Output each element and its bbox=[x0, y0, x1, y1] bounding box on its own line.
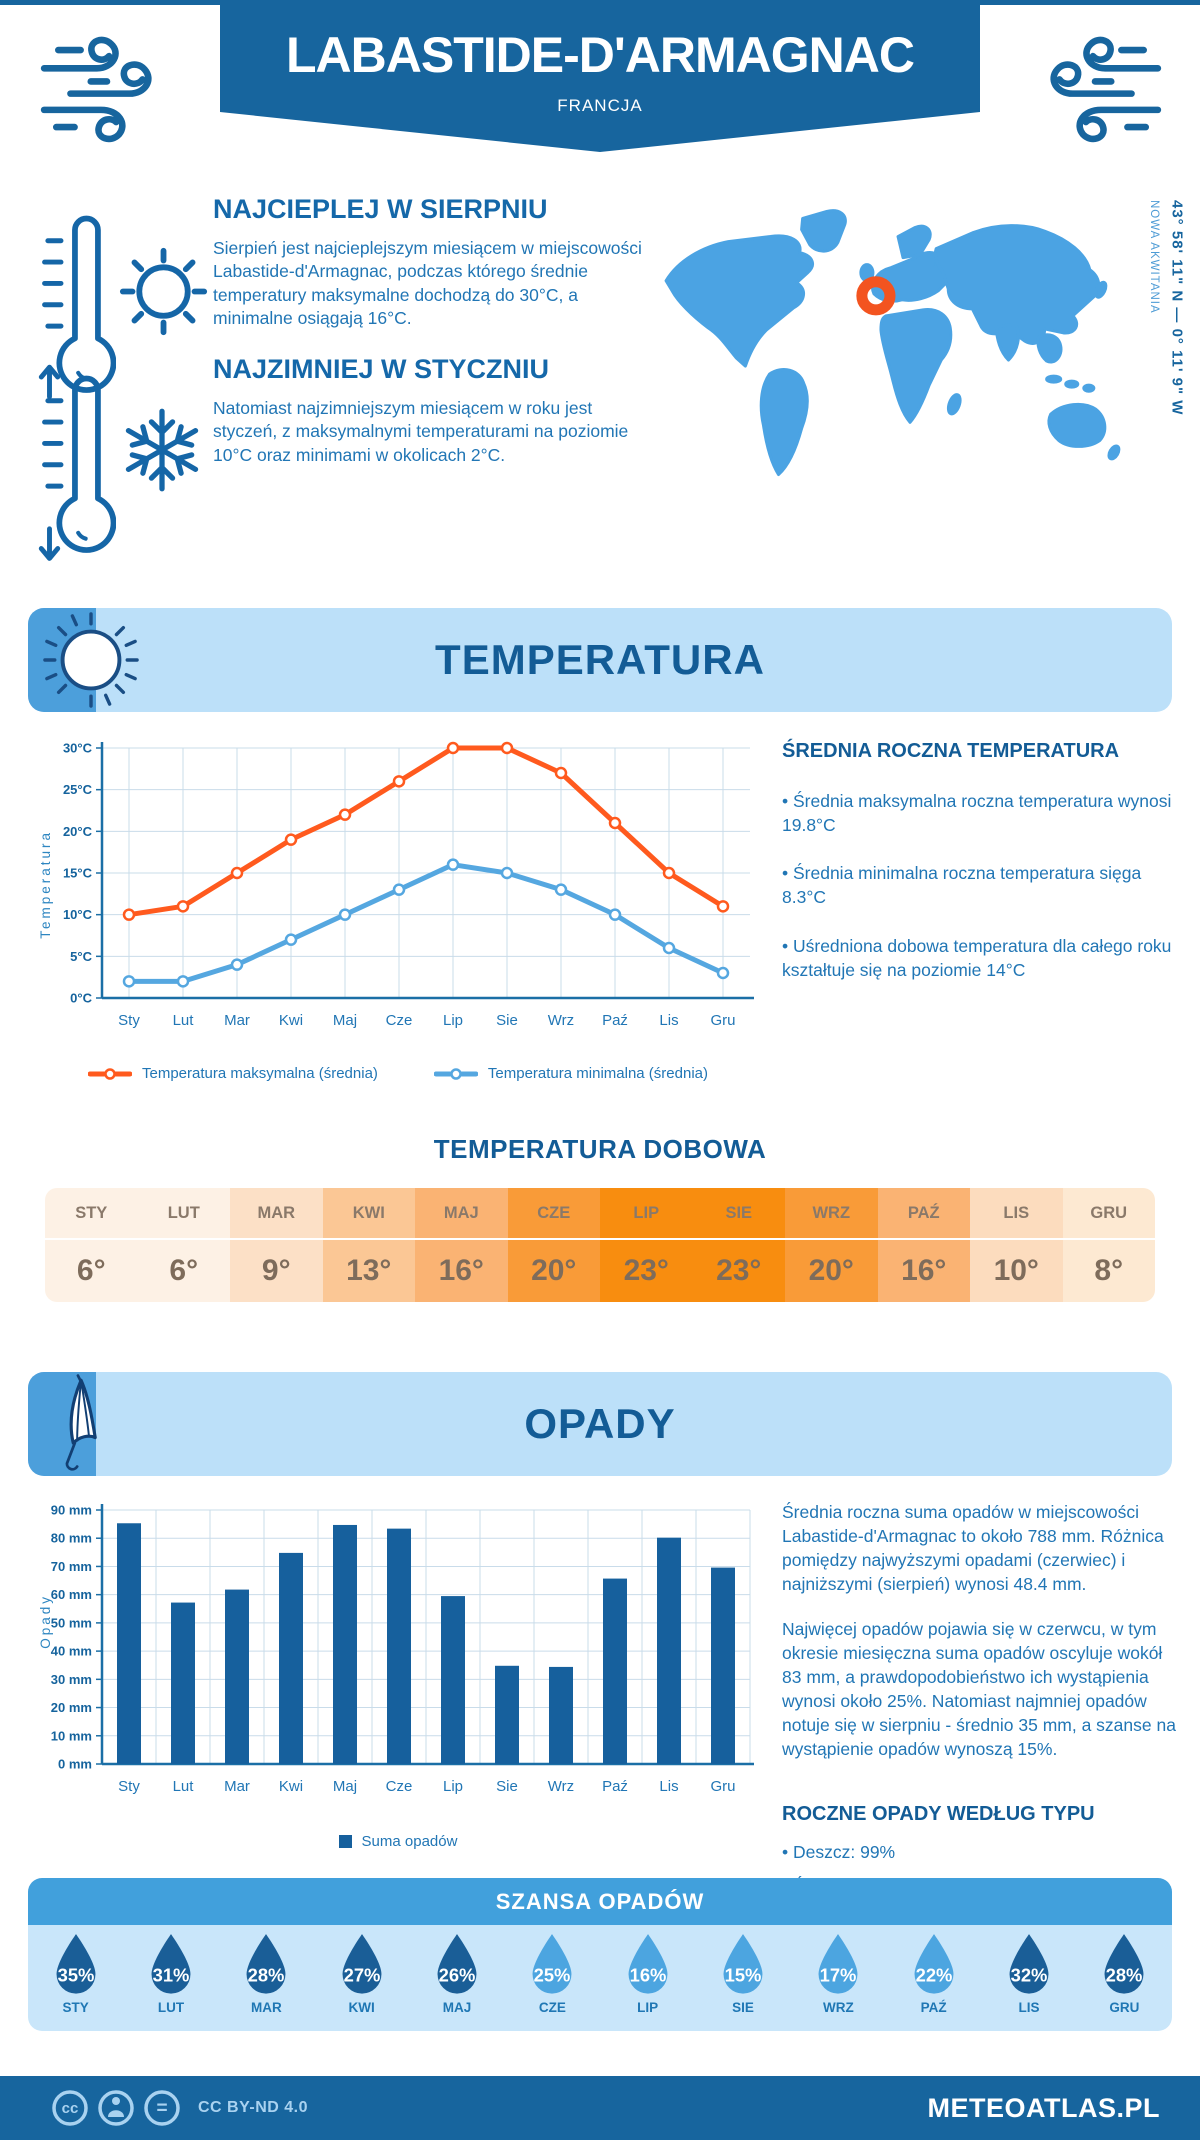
temperature-value: 20° bbox=[508, 1238, 601, 1302]
annual-bullet: • Średnia maksymalna roczna temperatura wynosi 19.8°C bbox=[782, 791, 1172, 836]
svg-text:26%: 26% bbox=[438, 1964, 476, 1986]
precip-chance-GRU bbox=[1077, 1932, 1172, 2031]
svg-text:Mar: Mar bbox=[224, 1012, 250, 1029]
svg-text:35%: 35% bbox=[57, 1964, 95, 1986]
precip-chance-STY bbox=[28, 1932, 123, 2031]
svg-text:90 mm: 90 mm bbox=[50, 1502, 92, 1518]
y-axis-label: Temperatura bbox=[38, 830, 53, 939]
svg-text:cc: cc bbox=[61, 2100, 79, 2117]
temperature-value: 20° bbox=[785, 1238, 878, 1302]
svg-text:Paź: Paź bbox=[602, 1778, 628, 1795]
section-title-precipitation: OPADY bbox=[524, 1400, 676, 1447]
svg-text:25%: 25% bbox=[533, 1964, 571, 1986]
month-column-LIP bbox=[600, 1188, 693, 1302]
site-name: METEOATLAS.PL bbox=[927, 2092, 1160, 2123]
month-column-MAJ bbox=[415, 1188, 508, 1302]
y-axis-label: Opady bbox=[38, 1594, 53, 1649]
svg-text:Lut: Lut bbox=[172, 1778, 194, 1795]
highlight-warmest-icons bbox=[38, 194, 213, 330]
droplet-icon bbox=[908, 1932, 960, 1999]
temperature-value: 13° bbox=[323, 1238, 416, 1302]
droplet-month-label: LIS bbox=[1018, 2000, 1040, 2015]
month-label: WRZ bbox=[785, 1188, 878, 1238]
svg-text:50 mm: 50 mm bbox=[50, 1615, 92, 1631]
month-label: LIS bbox=[970, 1188, 1063, 1238]
droplet-icon bbox=[1098, 1932, 1150, 1999]
month-column-SIE bbox=[693, 1188, 786, 1302]
bar-chart-svg bbox=[36, 1498, 760, 1808]
svg-text:5°C: 5°C bbox=[70, 948, 92, 964]
month-column-MAR bbox=[230, 1188, 323, 1302]
svg-text:Paź: Paź bbox=[602, 1012, 628, 1029]
droplet-icon bbox=[145, 1932, 197, 1999]
highlight-title: NAJZIMNIEJ W STYCZNIU bbox=[213, 354, 550, 385]
droplet-month-label: PAŹ bbox=[920, 2000, 947, 2015]
precip-types-title: ROCZNE OPADY WEDŁUG TYPU bbox=[782, 1803, 1095, 1826]
svg-text:30 mm: 30 mm bbox=[50, 1671, 92, 1687]
precipitation-chart-block bbox=[36, 1498, 760, 1850]
daily-temperature-title: TEMPERATURA DOBOWA bbox=[433, 1134, 767, 1164]
svg-text:Maj: Maj bbox=[332, 1012, 358, 1029]
annual-bullet: • Uśredniona dobowa temperatura dla całego roku kształtuje się na poziomie 14°C bbox=[782, 935, 1172, 980]
svg-text:32%: 32% bbox=[1010, 1964, 1048, 1986]
section-title-temperature: TEMPERATURA bbox=[435, 636, 765, 683]
month-column-STY bbox=[45, 1188, 138, 1302]
svg-text:27%: 27% bbox=[343, 1964, 381, 1986]
droplet-month-label: MAR bbox=[250, 2000, 282, 2015]
cc-license-label: CC BY-ND 4.0 bbox=[198, 2099, 309, 2116]
svg-text:70 mm: 70 mm bbox=[50, 1558, 92, 1574]
legend-line-marker bbox=[88, 1068, 132, 1080]
temperature-value: 16° bbox=[415, 1238, 508, 1302]
legend-item bbox=[339, 1833, 458, 1850]
thermometer-down-icon bbox=[38, 358, 116, 574]
svg-text:60 mm: 60 mm bbox=[50, 1587, 92, 1603]
svg-text:Wrz: Wrz bbox=[547, 1012, 575, 1029]
precip-type-bullet: • Deszcz: 99% bbox=[782, 1842, 896, 1863]
annual-bullet: • Średnia minimalna roczna temperatura sięga 8.3°C bbox=[782, 863, 1142, 908]
droplet-month-label: STY bbox=[62, 2000, 89, 2015]
droplet-icon bbox=[50, 1932, 102, 1999]
svg-text:31%: 31% bbox=[152, 1964, 190, 1986]
precip-chance-MAR bbox=[219, 1932, 314, 2031]
month-label: SIE bbox=[693, 1188, 786, 1238]
highlights bbox=[38, 194, 656, 491]
highlight-warmest-body bbox=[213, 194, 656, 330]
precip-chance-LUT bbox=[123, 1932, 218, 2031]
world-map bbox=[650, 196, 1132, 498]
highlight-warmest bbox=[38, 194, 656, 330]
svg-text:Lis: Lis bbox=[659, 1012, 679, 1029]
svg-text:10°C: 10°C bbox=[62, 907, 92, 923]
temperature-chart-legend bbox=[36, 1065, 760, 1082]
svg-text:28%: 28% bbox=[247, 1964, 285, 1986]
precip-chance-PAŹ bbox=[886, 1932, 981, 2031]
svg-text:25°C: 25°C bbox=[62, 782, 92, 798]
annual-title: ŚREDNIA ROCZNA TEMPERATURA bbox=[782, 740, 1120, 762]
svg-text:Cze: Cze bbox=[385, 1778, 413, 1795]
droplet-month-label: LUT bbox=[157, 2000, 185, 2015]
droplet-month-label: WRZ bbox=[822, 2000, 854, 2015]
droplet-icon bbox=[622, 1932, 674, 1999]
svg-text:17%: 17% bbox=[819, 1964, 857, 1986]
droplet-icon bbox=[336, 1932, 388, 1999]
section-banner-temperature bbox=[28, 608, 1172, 712]
svg-text:Gru: Gru bbox=[710, 1012, 736, 1029]
precip-chance-SIE bbox=[695, 1932, 790, 2031]
month-label: LUT bbox=[138, 1188, 231, 1238]
section-banner-precipitation bbox=[28, 1372, 1172, 1476]
legend-line-marker bbox=[434, 1068, 478, 1080]
line-chart-svg bbox=[36, 734, 760, 1040]
droplet-month-label: KWI bbox=[348, 2000, 375, 2015]
temperature-value: 6° bbox=[45, 1238, 138, 1302]
svg-text:Sie: Sie bbox=[496, 1778, 518, 1795]
highlight-text: Natomiast najzimniejszym miesiącem w roku jest styczeń, z maksymalnymi temperaturami na poziomie 10°C oraz minimami w okolicach 2°C. bbox=[213, 398, 629, 465]
svg-text:15°C: 15°C bbox=[62, 865, 92, 881]
svg-text:Lut: Lut bbox=[172, 1012, 194, 1029]
map-africa bbox=[881, 310, 951, 423]
svg-text:20 mm: 20 mm bbox=[50, 1700, 92, 1716]
droplet-icon bbox=[812, 1932, 864, 1999]
attribution-icon bbox=[100, 2092, 132, 2124]
droplet-icon bbox=[240, 1932, 292, 1999]
droplet-month-label: GRU bbox=[1109, 2000, 1140, 2015]
temperature-value: 6° bbox=[138, 1238, 231, 1302]
precipitation-bar-chart bbox=[36, 1498, 760, 1813]
svg-text:22%: 22% bbox=[915, 1964, 953, 1986]
precip-chance-droplets bbox=[28, 1925, 1172, 2031]
precipitation-chart-legend bbox=[36, 1833, 760, 1850]
precip-chance-MAJ bbox=[409, 1932, 504, 2031]
temperature-value: 8° bbox=[1063, 1238, 1156, 1302]
coordinates-text: 43° 58' 11" N — 0° 11' 9" W bbox=[1168, 200, 1186, 416]
map-greenland bbox=[802, 211, 846, 251]
svg-text:30°C: 30°C bbox=[62, 740, 92, 756]
svg-text:0 mm: 0 mm bbox=[58, 1756, 92, 1772]
month-label: PAŹ bbox=[878, 1188, 971, 1238]
location-coordinates bbox=[1142, 200, 1189, 510]
month-label: MAJ bbox=[415, 1188, 508, 1238]
svg-text:0°C: 0°C bbox=[70, 990, 92, 1006]
month-column-WRZ bbox=[785, 1188, 878, 1302]
snowflake-icon bbox=[118, 406, 206, 494]
map-north-america bbox=[666, 236, 812, 366]
month-label: MAR bbox=[230, 1188, 323, 1238]
month-column-CZE bbox=[508, 1188, 601, 1302]
droplet-month-label: CZE bbox=[538, 2000, 566, 2015]
svg-text:20°C: 20°C bbox=[62, 823, 92, 839]
svg-text:Lip: Lip bbox=[442, 1778, 464, 1795]
svg-text:Kwi: Kwi bbox=[278, 1778, 304, 1795]
svg-text:16%: 16% bbox=[629, 1964, 667, 1986]
footer bbox=[0, 2076, 1200, 2140]
droplet-icon bbox=[431, 1932, 483, 1999]
month-label: CZE bbox=[508, 1188, 601, 1238]
temperature-value: 16° bbox=[878, 1238, 971, 1302]
annual-temperature-summary bbox=[782, 740, 1174, 1006]
legend-square-marker bbox=[339, 1835, 352, 1848]
svg-text:Cze: Cze bbox=[385, 1012, 413, 1029]
month-label: KWI bbox=[323, 1188, 416, 1238]
droplet-icon bbox=[526, 1932, 578, 1999]
month-label: LIP bbox=[600, 1188, 693, 1238]
svg-text:Sty: Sty bbox=[118, 1012, 140, 1029]
precip-chance-KWI bbox=[314, 1932, 409, 2031]
svg-text:Lis: Lis bbox=[659, 1778, 679, 1795]
precipitation-paragraph: Średnia roczna suma opadów w miejscowości Labastide-d'Armagnac to około 788 mm. Różnica pomiędzy najwyższymi opadami (czerwiec) i najniższymi (sierpień) wynosi 48.4 mm. bbox=[782, 1502, 1164, 1595]
highlight-text: Sierpień jest najcieplejszym miesiącem w miejscowości Labastide-d'Armagnac, podczas którego średnie temperatury maksymalne dochodzą do 30°C, a minimalne osiągają 16°C. bbox=[213, 238, 642, 328]
header-banner bbox=[220, 0, 980, 115]
legend-item bbox=[88, 1065, 378, 1082]
svg-text:40 mm: 40 mm bbox=[50, 1643, 92, 1659]
svg-text:Lip: Lip bbox=[442, 1012, 464, 1029]
daily-temperature-table bbox=[45, 1188, 1155, 1302]
map-australia bbox=[1049, 404, 1105, 446]
page-subtitle: FRANCJA bbox=[557, 96, 643, 115]
month-column-LUT bbox=[138, 1188, 231, 1302]
wind-icon-right bbox=[1024, 20, 1166, 148]
droplet-month-label: LIP bbox=[637, 2000, 659, 2015]
map-south-america bbox=[761, 370, 807, 475]
month-label: GRU bbox=[1063, 1188, 1156, 1238]
page-title: LABASTIDE-D'ARMAGNAC bbox=[286, 27, 914, 83]
precip-chance-CZE bbox=[505, 1932, 600, 2031]
temperature-value: 9° bbox=[230, 1238, 323, 1302]
legend-label: Temperatura minimalna (średnia) bbox=[487, 1065, 708, 1082]
precip-chance-WRZ bbox=[791, 1932, 886, 2031]
sun-icon bbox=[118, 246, 210, 338]
temperature-chart-block bbox=[36, 734, 760, 1082]
svg-text:28%: 28% bbox=[1105, 1964, 1143, 1986]
month-label: STY bbox=[45, 1188, 138, 1238]
wind-icon-left bbox=[36, 20, 178, 148]
month-column-GRU bbox=[1063, 1188, 1156, 1302]
svg-text:Wrz: Wrz bbox=[547, 1778, 575, 1795]
region-text: NOWA AKWITANIA bbox=[1147, 200, 1160, 314]
precip-chance-title: SZANSA OPADÓW bbox=[28, 1878, 1172, 1925]
droplet-icon bbox=[1003, 1932, 1055, 1999]
svg-text:10 mm: 10 mm bbox=[50, 1728, 92, 1744]
precipitation-summary bbox=[782, 1500, 1180, 1907]
highlight-coldest-icons bbox=[38, 354, 213, 467]
temperature-value: 23° bbox=[600, 1238, 693, 1302]
droplet-month-label: SIE bbox=[732, 2000, 754, 2015]
precip-chance-LIP bbox=[600, 1932, 695, 2031]
temperature-line-chart bbox=[36, 734, 760, 1045]
svg-text:Sie: Sie bbox=[496, 1012, 518, 1029]
legend-label: Temperatura maksymalna (średnia) bbox=[141, 1065, 378, 1082]
cc-by-nd-icons bbox=[50, 2088, 182, 2128]
temperature-value: 23° bbox=[693, 1238, 786, 1302]
month-column-LIS bbox=[970, 1188, 1063, 1302]
svg-text:Gru: Gru bbox=[710, 1778, 736, 1795]
legend-label: Suma opadów bbox=[361, 1833, 458, 1850]
precip-chance-LIS bbox=[981, 1932, 1076, 2031]
precip-chance-panel bbox=[28, 1878, 1172, 2031]
highlight-title: NAJCIEPLEJ W SIERPNIU bbox=[213, 194, 548, 224]
highlight-coldest bbox=[38, 354, 656, 467]
svg-text:Mar: Mar bbox=[224, 1778, 250, 1795]
temperature-value: 10° bbox=[970, 1238, 1063, 1302]
cc-license-icons bbox=[50, 2088, 308, 2128]
droplet-month-label: MAJ bbox=[442, 2000, 472, 2015]
highlight-coldest-body bbox=[213, 354, 656, 467]
month-column-KWI bbox=[323, 1188, 416, 1302]
droplet-icon bbox=[717, 1932, 769, 1999]
month-column-PAŹ bbox=[878, 1188, 971, 1302]
svg-text:15%: 15% bbox=[724, 1964, 762, 1986]
svg-text:=: = bbox=[156, 2098, 168, 2119]
sun-badge-icon bbox=[42, 610, 140, 710]
precipitation-paragraph: Najwięcej opadów pojawia się w czerwcu, w tym okresie miesięczna suma opadów oscyluje wokół 83 mm, a prawdopodobieństwo ich wystąpienia wynosi około 25%. Natomiast najmniej opadów notuje się w sierpniu - średnio 35 mm, a szanse na wystąpienie opadów wynoszą 15%. bbox=[782, 1618, 1176, 1760]
legend-item bbox=[434, 1065, 708, 1082]
svg-text:Sty: Sty bbox=[118, 1778, 140, 1795]
umbrella-icon bbox=[42, 1374, 128, 1476]
svg-text:Kwi: Kwi bbox=[278, 1012, 304, 1029]
svg-text:Maj: Maj bbox=[332, 1778, 358, 1795]
svg-text:80 mm: 80 mm bbox=[50, 1530, 92, 1546]
